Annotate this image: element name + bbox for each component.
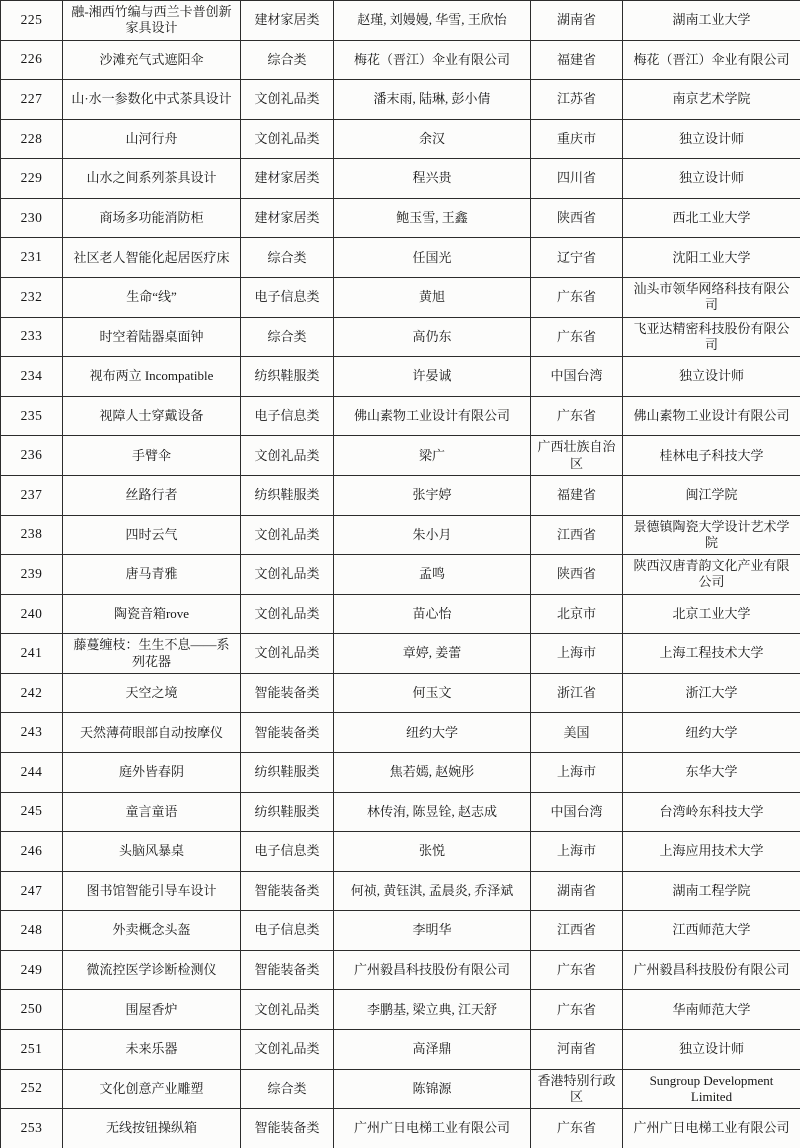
- work-name-cell: 视障人士穿戴设备: [63, 396, 241, 436]
- category-cell: 纺织鞋服类: [241, 752, 334, 792]
- serial-number-cell: 238: [1, 515, 63, 555]
- region-cell: 广西壮族自治区: [531, 436, 623, 476]
- authors-cell: 苗心怡: [334, 594, 531, 634]
- authors-cell: 章婷, 姜蕾: [334, 634, 531, 674]
- serial-number-cell: 225: [1, 1, 63, 41]
- work-name-cell: 山·水一参数化中式茶具设计: [63, 80, 241, 120]
- category-cell: 文创礼品类: [241, 555, 334, 595]
- category-cell: 文创礼品类: [241, 634, 334, 674]
- serial-number-cell: 242: [1, 673, 63, 713]
- work-name-cell: 天空之境: [63, 673, 241, 713]
- organization-cell: 独立设计师: [623, 1030, 800, 1070]
- authors-cell: 佛山素物工业设计有限公司: [334, 396, 531, 436]
- work-name-cell: 外卖概念头盔: [63, 911, 241, 951]
- work-name-cell: 未来乐器: [63, 1030, 241, 1070]
- authors-cell: 梅花（晋江）伞业有限公司: [334, 40, 531, 80]
- table-row: [1, 555, 800, 595]
- category-cell: 智能装备类: [241, 673, 334, 713]
- table-row: [1, 80, 800, 120]
- work-name-cell: 融-湘西竹编与西兰卡普创新家具设计: [63, 1, 241, 41]
- authors-cell: 高泽鼎: [334, 1030, 531, 1070]
- region-cell: 江西省: [531, 515, 623, 555]
- serial-number-cell: 245: [1, 792, 63, 832]
- region-cell: 广东省: [531, 317, 623, 357]
- table-row: [1, 950, 800, 990]
- category-cell: 文创礼品类: [241, 594, 334, 634]
- table-row: [1, 871, 800, 911]
- region-cell: 广东省: [531, 950, 623, 990]
- table-row: [1, 752, 800, 792]
- authors-cell: 何玉文: [334, 673, 531, 713]
- work-name-cell: 藤蔓缠枝：生生不息——系列花器: [63, 634, 241, 674]
- category-cell: 建材家居类: [241, 198, 334, 238]
- table-row: [1, 119, 800, 159]
- region-cell: 北京市: [531, 594, 623, 634]
- category-cell: 文创礼品类: [241, 119, 334, 159]
- region-cell: 上海市: [531, 832, 623, 872]
- serial-number-cell: 237: [1, 475, 63, 515]
- category-cell: 智能装备类: [241, 713, 334, 753]
- table-row: [1, 990, 800, 1030]
- region-cell: 浙江省: [531, 673, 623, 713]
- serial-number-cell: 244: [1, 752, 63, 792]
- organization-cell: 上海工程技术大学: [623, 634, 800, 674]
- table-row: [1, 634, 800, 674]
- work-name-cell: 天然薄荷眼部自动按摩仪: [63, 713, 241, 753]
- work-name-cell: 图书馆智能引导车设计: [63, 871, 241, 911]
- organization-cell: 广州毅昌科技股份有限公司: [623, 950, 800, 990]
- table-row: [1, 911, 800, 951]
- category-cell: 综合类: [241, 1069, 334, 1109]
- category-cell: 电子信息类: [241, 911, 334, 951]
- category-cell: 纺织鞋服类: [241, 475, 334, 515]
- category-cell: 电子信息类: [241, 832, 334, 872]
- table-row: [1, 792, 800, 832]
- serial-number-cell: 253: [1, 1109, 63, 1148]
- authors-cell: 赵瑾, 刘嫚嫚, 华雪, 王欣怡: [334, 1, 531, 41]
- serial-number-cell: 228: [1, 119, 63, 159]
- table-row: [1, 436, 800, 476]
- region-cell: 陕西省: [531, 198, 623, 238]
- organization-cell: 独立设计师: [623, 119, 800, 159]
- authors-cell: 焦若嫣, 赵婉彤: [334, 752, 531, 792]
- table-row: [1, 515, 800, 555]
- work-name-cell: 时空着陆器桌面钟: [63, 317, 241, 357]
- organization-cell: 北京工业大学: [623, 594, 800, 634]
- work-name-cell: 童言童语: [63, 792, 241, 832]
- serial-number-cell: 246: [1, 832, 63, 872]
- organization-cell: 台湾岭东科技大学: [623, 792, 800, 832]
- work-name-cell: 生命“线”: [63, 278, 241, 318]
- work-name-cell: 商场多功能消防柜: [63, 198, 241, 238]
- table-row: [1, 1, 800, 41]
- serial-number-cell: 234: [1, 357, 63, 397]
- table-row: [1, 357, 800, 397]
- region-cell: 福建省: [531, 475, 623, 515]
- serial-number-cell: 243: [1, 713, 63, 753]
- authors-cell: 孟鸣: [334, 555, 531, 595]
- award-table-body: [1, 1, 800, 1148]
- serial-number-cell: 236: [1, 436, 63, 476]
- serial-number-cell: 227: [1, 80, 63, 120]
- serial-number-cell: 231: [1, 238, 63, 278]
- work-name-cell: 文化创意产业雕塑: [63, 1069, 241, 1109]
- region-cell: 陕西省: [531, 555, 623, 595]
- authors-cell: 黄旭: [334, 278, 531, 318]
- table-row: [1, 198, 800, 238]
- work-name-cell: 视布两立 Incompatible: [63, 357, 241, 397]
- serial-number-cell: 233: [1, 317, 63, 357]
- organization-cell: 桂林电子科技大学: [623, 436, 800, 476]
- work-name-cell: 无线按钮操纵箱: [63, 1109, 241, 1148]
- category-cell: 纺织鞋服类: [241, 792, 334, 832]
- table-row: [1, 40, 800, 80]
- work-name-cell: 庭外皆春阴: [63, 752, 241, 792]
- organization-cell: 广州广日电梯工业有限公司: [623, 1109, 800, 1148]
- region-cell: 湖南省: [531, 1, 623, 41]
- category-cell: 电子信息类: [241, 396, 334, 436]
- serial-number-cell: 235: [1, 396, 63, 436]
- category-cell: 智能装备类: [241, 1109, 334, 1148]
- region-cell: 河南省: [531, 1030, 623, 1070]
- region-cell: 广东省: [531, 1109, 623, 1148]
- serial-number-cell: 230: [1, 198, 63, 238]
- region-cell: 中国台湾: [531, 357, 623, 397]
- work-name-cell: 微流控医学诊断检测仪: [63, 950, 241, 990]
- authors-cell: 余汉: [334, 119, 531, 159]
- category-cell: 建材家居类: [241, 1, 334, 41]
- region-cell: 香港特别行政区: [531, 1069, 623, 1109]
- region-cell: 美国: [531, 713, 623, 753]
- region-cell: 湖南省: [531, 871, 623, 911]
- authors-cell: 程兴贵: [334, 159, 531, 199]
- organization-cell: 湖南工程学院: [623, 871, 800, 911]
- work-name-cell: 四时云气: [63, 515, 241, 555]
- authors-cell: 梁广: [334, 436, 531, 476]
- region-cell: 重庆市: [531, 119, 623, 159]
- category-cell: 文创礼品类: [241, 515, 334, 555]
- organization-cell: 浙江大学: [623, 673, 800, 713]
- work-name-cell: 手臂伞: [63, 436, 241, 476]
- region-cell: 江西省: [531, 911, 623, 951]
- organization-cell: 湖南工业大学: [623, 1, 800, 41]
- table-row: [1, 317, 800, 357]
- table-row: [1, 1109, 800, 1148]
- region-cell: 上海市: [531, 634, 623, 674]
- organization-cell: 沈阳工业大学: [623, 238, 800, 278]
- authors-cell: 高仍东: [334, 317, 531, 357]
- work-name-cell: 社区老人智能化起居医疗床: [63, 238, 241, 278]
- serial-number-cell: 251: [1, 1030, 63, 1070]
- authors-cell: 纽约大学: [334, 713, 531, 753]
- organization-cell: 东华大学: [623, 752, 800, 792]
- serial-number-cell: 248: [1, 911, 63, 951]
- authors-cell: 许晏诚: [334, 357, 531, 397]
- work-name-cell: 沙滩充气式遮阳伞: [63, 40, 241, 80]
- table-row: [1, 238, 800, 278]
- organization-cell: 陕西汉唐青韵文化产业有限公司: [623, 555, 800, 595]
- category-cell: 纺织鞋服类: [241, 357, 334, 397]
- table-row: [1, 278, 800, 318]
- organization-cell: 景德镇陶瓷大学设计艺术学院: [623, 515, 800, 555]
- serial-number-cell: 247: [1, 871, 63, 911]
- authors-cell: 李明华: [334, 911, 531, 951]
- organization-cell: 独立设计师: [623, 357, 800, 397]
- serial-number-cell: 241: [1, 634, 63, 674]
- serial-number-cell: 240: [1, 594, 63, 634]
- work-name-cell: 围屋香炉: [63, 990, 241, 1030]
- category-cell: 文创礼品类: [241, 1030, 334, 1070]
- work-name-cell: 唐马青雅: [63, 555, 241, 595]
- authors-cell: 张宇婷: [334, 475, 531, 515]
- table-row: [1, 475, 800, 515]
- organization-cell: 闽江学院: [623, 475, 800, 515]
- category-cell: 文创礼品类: [241, 80, 334, 120]
- category-cell: 综合类: [241, 317, 334, 357]
- work-name-cell: 山水之间系列茶具设计: [63, 159, 241, 199]
- organization-cell: 西北工业大学: [623, 198, 800, 238]
- organization-cell: Sungroup Development Limited: [623, 1069, 800, 1109]
- region-cell: 江苏省: [531, 80, 623, 120]
- serial-number-cell: 249: [1, 950, 63, 990]
- serial-number-cell: 229: [1, 159, 63, 199]
- authors-cell: 陈锦源: [334, 1069, 531, 1109]
- serial-number-cell: 252: [1, 1069, 63, 1109]
- organization-cell: 上海应用技术大学: [623, 832, 800, 872]
- authors-cell: 林传洧, 陈昱铨, 赵志成: [334, 792, 531, 832]
- authors-cell: 广州广日电梯工业有限公司: [334, 1109, 531, 1148]
- work-name-cell: 丝路行者: [63, 475, 241, 515]
- table-row: [1, 713, 800, 753]
- authors-cell: 广州毅昌科技股份有限公司: [334, 950, 531, 990]
- serial-number-cell: 239: [1, 555, 63, 595]
- table-row: [1, 1069, 800, 1109]
- authors-cell: 鲍玉雪, 王鑫: [334, 198, 531, 238]
- category-cell: 综合类: [241, 238, 334, 278]
- table-row: [1, 396, 800, 436]
- work-name-cell: 山河行舟: [63, 119, 241, 159]
- work-name-cell: 陶瓷音箱rove: [63, 594, 241, 634]
- table-row: [1, 673, 800, 713]
- organization-cell: 南京艺术学院: [623, 80, 800, 120]
- organization-cell: 佛山素物工业设计有限公司: [623, 396, 800, 436]
- organization-cell: 汕头市领华网络科技有限公司: [623, 278, 800, 318]
- authors-cell: 李鹏基, 梁立典, 江天舒: [334, 990, 531, 1030]
- authors-cell: 朱小月: [334, 515, 531, 555]
- region-cell: 四川省: [531, 159, 623, 199]
- category-cell: 智能装备类: [241, 871, 334, 911]
- category-cell: 文创礼品类: [241, 990, 334, 1030]
- category-cell: 智能装备类: [241, 950, 334, 990]
- region-cell: 福建省: [531, 40, 623, 80]
- serial-number-cell: 250: [1, 990, 63, 1030]
- organization-cell: 飞亚达精密科技股份有限公司: [623, 317, 800, 357]
- table-row: [1, 832, 800, 872]
- organization-cell: 华南师范大学: [623, 990, 800, 1030]
- category-cell: 建材家居类: [241, 159, 334, 199]
- authors-cell: 任国光: [334, 238, 531, 278]
- category-cell: 电子信息类: [241, 278, 334, 318]
- serial-number-cell: 226: [1, 40, 63, 80]
- work-name-cell: 头脑风暴桌: [63, 832, 241, 872]
- serial-number-cell: 232: [1, 278, 63, 318]
- region-cell: 广东省: [531, 396, 623, 436]
- category-cell: 文创礼品类: [241, 436, 334, 476]
- region-cell: 中国台湾: [531, 792, 623, 832]
- organization-cell: 纽约大学: [623, 713, 800, 753]
- region-cell: 广东省: [531, 990, 623, 1030]
- authors-cell: 张悦: [334, 832, 531, 872]
- authors-cell: 潘末雨, 陆琳, 彭小倩: [334, 80, 531, 120]
- authors-cell: 何祯, 黄钰淇, 孟晨炎, 乔泽斌: [334, 871, 531, 911]
- table-row: [1, 1030, 800, 1070]
- table-row: [1, 159, 800, 199]
- organization-cell: 江西师范大学: [623, 911, 800, 951]
- organization-cell: 梅花（晋江）伞业有限公司: [623, 40, 800, 80]
- table-row: [1, 594, 800, 634]
- region-cell: 上海市: [531, 752, 623, 792]
- region-cell: 辽宁省: [531, 238, 623, 278]
- organization-cell: 独立设计师: [623, 159, 800, 199]
- region-cell: 广东省: [531, 278, 623, 318]
- category-cell: 综合类: [241, 40, 334, 80]
